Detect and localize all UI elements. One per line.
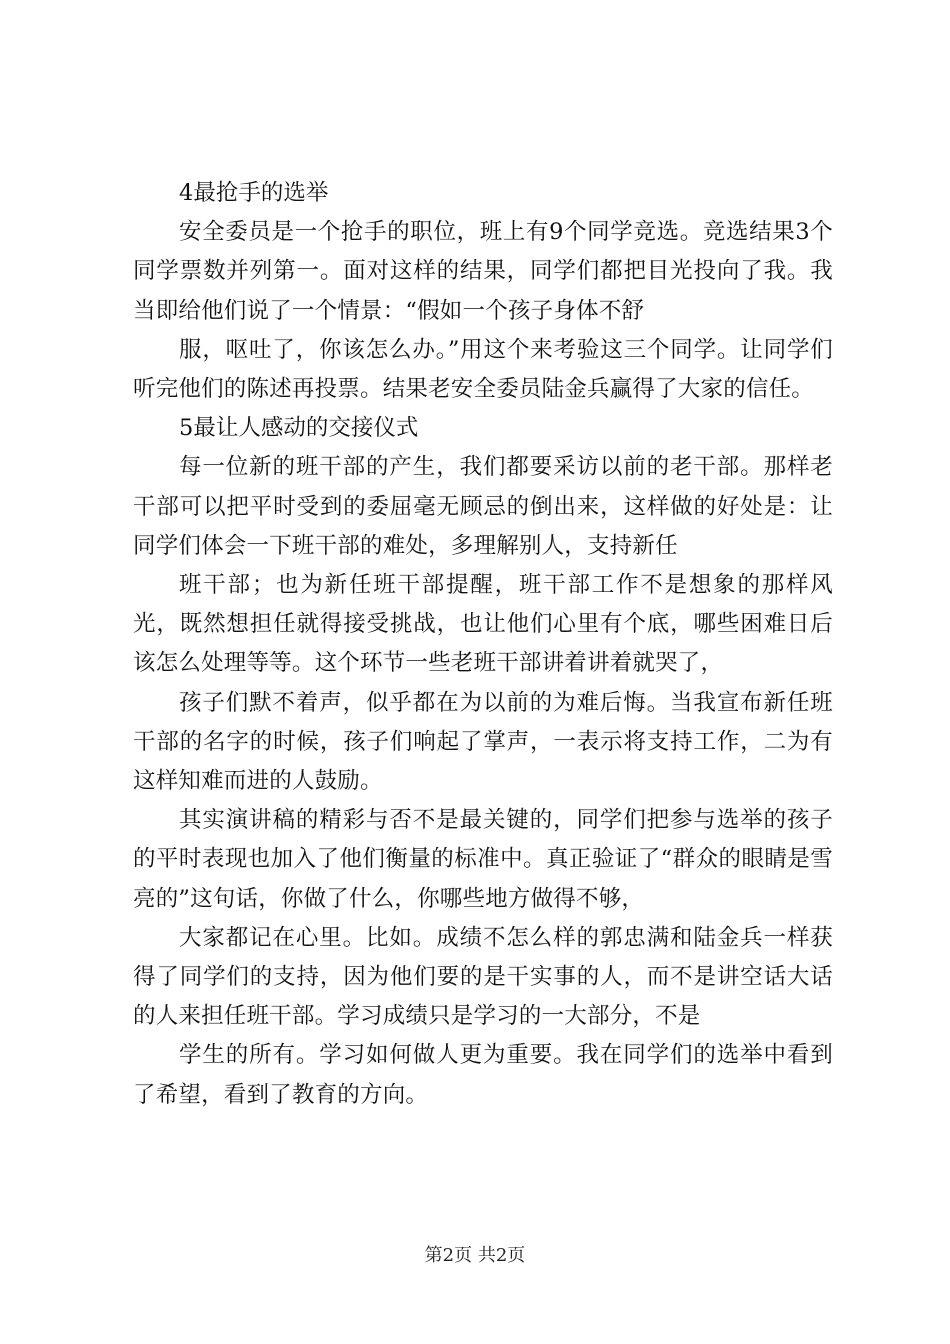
document-body	[133, 174, 833, 1115]
section-heading: 5最让人感动的交接仪式	[179, 415, 419, 442]
paragraph: 安全委员是一个抢手的职位，班上有9个同学竞选。竞选结果3个同学票数并列第一。面对这样的结果，同学们都把目光投向了我。我当即给他们说了一个情景：“假如一个孩子身体不舒	[133, 219, 833, 324]
paragraph: 学生的所有。学习如何做人更为重要。我在同学们的选举中看到了希望，看到了教育的方向。	[133, 1042, 833, 1108]
paragraph: 服，呕吐了，你该怎么办。”用这个来考验这三个同学。让同学们听完他们的陈述再投票。结果老安全委员陆金兵赢得了大家的信任。	[133, 336, 833, 403]
paragraph: 每一位新的班干部的产生，我们都要采访以前的老干部。那样老干部可以把平时受到的委屈毫无顾忌的倒出来，这样做的好处是：让同学们体会一下班干部的难处，多理解别人，支持新任	[133, 454, 833, 559]
paragraph: 其实演讲稿的精彩与否不是最关键的，同学们把参与选举的孩子的平时表现也加入了他们衡量的标准中。真正验证了“群众的眼睛是雪亮的”这句话，你做了什么，你哪些地方做得不够，	[133, 807, 833, 912]
page-number-footer: 第2页 共2页	[424, 1245, 526, 1266]
paragraph: 大家都记在心里。比如。成绩不怎么样的郭忠满和陆金兵一样获得了同学们的支持，因为他们要的是干实事的人，而不是讲空话大话的人来担任班干部。学习成绩只是学习的一大部分，不是	[133, 924, 833, 1030]
paragraph: 孩子们默不着声，似乎都在为以前的为难后悔。当我宣布新任班干部的名字的时候，孩子们响起了掌声，一表示将支持工作，二为有这样知难而进的人鼓励。	[133, 689, 833, 795]
section-heading: 4最抢手的选举	[179, 180, 329, 206]
paragraph: 班干部；也为新任班干部提醒，班干部工作不是想象的那样风光，既然想担任就得接受挑战，也让他们心里有个底，哪些困难日后该怎么处理等等。这个环节一些老班干部讲着讲着就哭了，	[133, 572, 833, 677]
